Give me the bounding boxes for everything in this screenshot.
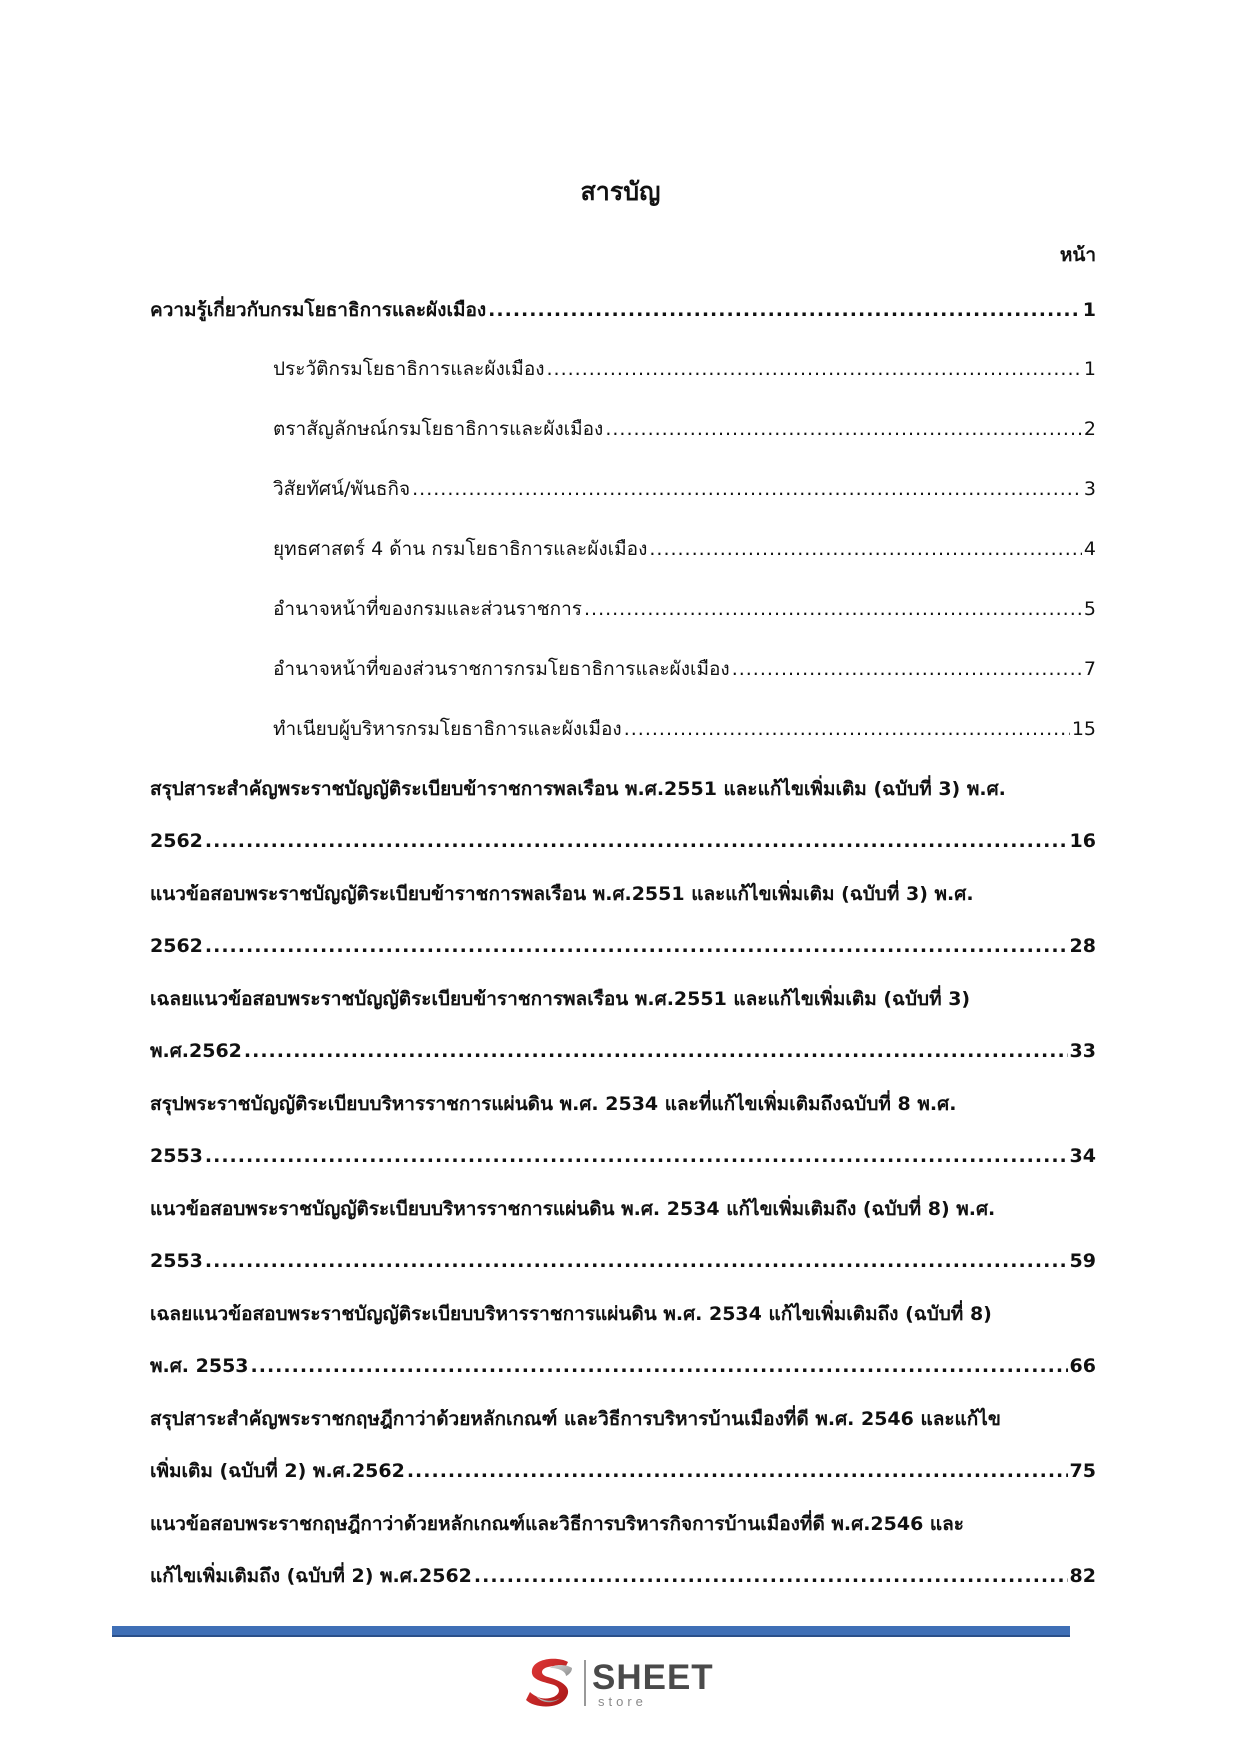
- footer-divider: [112, 1626, 1070, 1637]
- table-of-contents: [150, 295, 1096, 1614]
- dot-leader: [205, 931, 1068, 961]
- toc-subentry: [273, 354, 1096, 384]
- entry-title: เพิ่มเติม (ฉบับที่ 2) พ.ศ.2562: [150, 1460, 405, 1482]
- page-column-heading: หน้า: [1059, 244, 1096, 266]
- toc-entry: [150, 1404, 1096, 1486]
- toc-subentry: [273, 654, 1096, 684]
- entry-title-line: เฉลยแนวข้อสอบพระราชบัญญัติระเบียบบริหารราชการแผ่นดิน พ.ศ. 2534 แก้ไขเพิ่มเติมถึง (ฉบับที่ 8): [150, 1303, 992, 1325]
- dot-leader: [605, 414, 1082, 444]
- entry-leader-line: [273, 414, 1096, 444]
- dot-leader: [412, 474, 1082, 504]
- entry-title: แก้ไขเพิ่มเติมถึง (ฉบับที่ 2) พ.ศ.2562: [150, 1565, 472, 1587]
- dot-leader: [547, 354, 1082, 384]
- entry-leader-line: [150, 1246, 1096, 1276]
- entry-leader-line: [150, 1141, 1096, 1171]
- entry-leader-line: [150, 1456, 1096, 1486]
- logo-subtitle: store: [598, 1694, 647, 1709]
- entry-leader-line: [150, 295, 1096, 325]
- toc-subentry: [273, 414, 1096, 444]
- entry-leader-line: [273, 654, 1096, 684]
- entry-page-number: 15: [1071, 718, 1096, 740]
- entry-title-line: สรุปพระราชบัญญัติระเบียบบริหารราชการแผ่นดิน พ.ศ. 2534 และที่แก้ไขเพิ่มเติมถึงฉบับที่ 8 พ.ศ.: [150, 1093, 957, 1115]
- dot-leader: [251, 1351, 1068, 1381]
- entry-page-number: 28: [1069, 935, 1096, 957]
- entry-title-line: เฉลยแนวข้อสอบพระราชบัญญัติระเบียบข้าราชการพลเรือน พ.ศ.2551 และแก้ไขเพิ่มเติม (ฉบับที่ 3): [150, 988, 971, 1010]
- dot-leader: [474, 1561, 1068, 1591]
- entry-title: ตราสัญลักษณ์กรมโยธาธิการและผังเมือง: [273, 418, 604, 440]
- toc-entry: [150, 774, 1096, 856]
- entry-page-number: 5: [1083, 598, 1096, 620]
- logo-name: SHEET: [592, 1658, 714, 1697]
- entry-title: ความรู้เกี่ยวกับกรมโยธาธิการและผังเมือง: [150, 299, 487, 321]
- dot-leader: [205, 1246, 1068, 1276]
- entry-page-number: 66: [1069, 1355, 1096, 1377]
- entry-title: 2562: [150, 935, 203, 957]
- dot-leader: [407, 1456, 1068, 1486]
- toc-subentry: [273, 714, 1096, 744]
- entry-title: พ.ศ. 2553: [150, 1355, 249, 1377]
- entry-leader-line: [273, 714, 1096, 744]
- entry-leader-line: [273, 594, 1096, 624]
- toc-subentry: [273, 474, 1096, 504]
- entry-title: 2553: [150, 1145, 203, 1167]
- entry-page-number: 7: [1083, 658, 1096, 680]
- entry-page-number: 2: [1083, 418, 1096, 440]
- entry-page-number: 4: [1083, 538, 1096, 560]
- entry-page-number: 33: [1069, 1040, 1096, 1062]
- entry-title: 2562: [150, 830, 203, 852]
- dot-leader: [205, 826, 1068, 856]
- entry-leader-line: [150, 931, 1096, 961]
- toc-title: สารบัญ: [580, 177, 661, 206]
- dot-leader: [649, 534, 1082, 564]
- entry-page-number: 82: [1069, 1565, 1096, 1587]
- entry-title: ทำเนียบผู้บริหารกรมโยธาธิการและผังเมือง: [273, 718, 622, 740]
- entry-leader-line: [273, 534, 1096, 564]
- entry-title: อำนาจหน้าที่ของกรมและส่วนราชการ: [273, 598, 582, 620]
- dot-leader: [584, 594, 1082, 624]
- toc-entry: [150, 984, 1096, 1066]
- entry-page-number: 3: [1083, 478, 1096, 500]
- entry-title: ยุทธศาสตร์ 4 ด้าน กรมโยธาธิการและผังเมือง: [273, 538, 648, 560]
- dot-leader: [205, 1141, 1068, 1171]
- dot-leader: [488, 295, 1081, 325]
- entry-leader-line: [273, 354, 1096, 384]
- dot-leader: [732, 654, 1082, 684]
- entry-title-line: แนวข้อสอบพระราชบัญญัติระเบียบบริหารราชการแผ่นดิน พ.ศ. 2534 แก้ไขเพิ่มเติมถึง (ฉบับที่ 8) พ.ศ.: [150, 1198, 996, 1220]
- entry-title-line: สรุปสาระสำคัญพระราชกฤษฎีกาว่าด้วยหลักเกณฑ์ และวิธีการบริหารบ้านเมืองที่ดี พ.ศ. 2546 และแก้ไข: [150, 1408, 1001, 1430]
- entry-page-number: 1: [1083, 358, 1096, 380]
- entry-title-line: แนวข้อสอบพระราชกฤษฎีกาว่าด้วยหลักเกณฑ์และวิธีการบริหารกิจการบ้านเมืองที่ดี พ.ศ.2546 และ: [150, 1513, 965, 1535]
- logo-divider: [584, 1660, 586, 1706]
- entry-page-number: 16: [1069, 830, 1096, 852]
- entry-title: อำนาจหน้าที่ของส่วนราชการกรมโยธาธิการและผังเมือง: [273, 658, 730, 680]
- entry-page-number: 59: [1069, 1250, 1096, 1272]
- toc-entry: [150, 1089, 1096, 1171]
- entry-page-number: 34: [1069, 1145, 1096, 1167]
- entry-title-line: สรุปสาระสำคัญพระราชบัญญัติระเบียบข้าราชการพลเรือน พ.ศ.2551 และแก้ไขเพิ่มเติม (ฉบับที่ 3) พ.ศ.: [150, 778, 1006, 800]
- entry-title: 2553: [150, 1250, 203, 1272]
- toc-entry: [150, 295, 1096, 325]
- toc-entry: [150, 1509, 1096, 1591]
- entry-page-number: 75: [1069, 1460, 1096, 1482]
- entry-title: วิสัยทัศน์/พันธกิจ: [273, 478, 411, 500]
- entry-title-line: แนวข้อสอบพระราชบัญญัติระเบียบข้าราชการพลเรือน พ.ศ.2551 และแก้ไขเพิ่มเติม (ฉบับที่ 3) พ.ศ.: [150, 883, 974, 905]
- entry-title: พ.ศ.2562: [150, 1040, 242, 1062]
- s-logo-icon: [520, 1654, 582, 1712]
- toc-entry: [150, 1194, 1096, 1276]
- entry-leader-line: [150, 1036, 1096, 1066]
- toc-entry: [150, 879, 1096, 961]
- sheet-store-logo: [520, 1654, 730, 1714]
- dot-leader: [624, 714, 1070, 744]
- toc-entry: [150, 1299, 1096, 1381]
- entry-leader-line: [150, 1561, 1096, 1591]
- entry-leader-line: [273, 474, 1096, 504]
- entry-leader-line: [150, 1351, 1096, 1381]
- dot-leader: [244, 1036, 1068, 1066]
- entry-page-number: 1: [1082, 299, 1096, 321]
- toc-subentry: [273, 534, 1096, 564]
- toc-subentry: [273, 594, 1096, 624]
- entry-leader-line: [150, 826, 1096, 856]
- entry-title: ประวัติกรมโยธาธิการและผังเมือง: [273, 358, 545, 380]
